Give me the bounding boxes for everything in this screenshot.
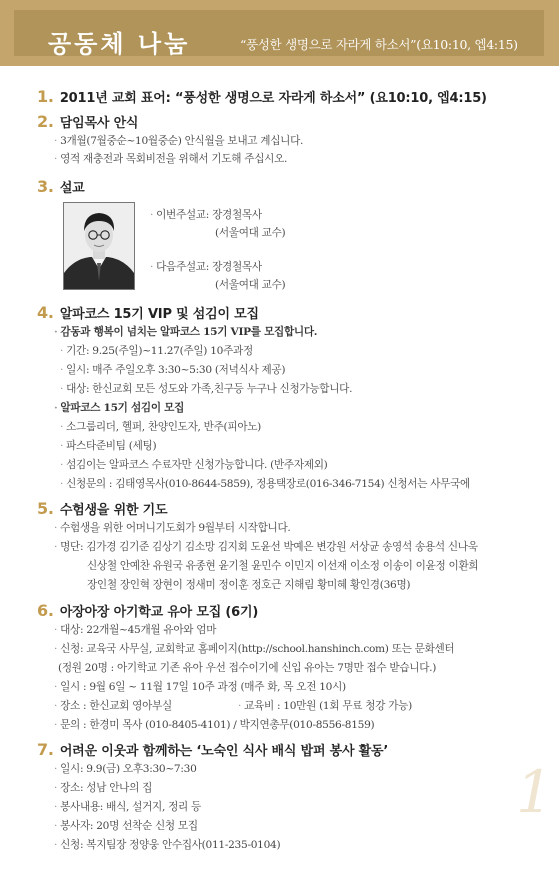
list-item: · 3개월(7월중순~10월중순) 안식월을 보내고 계십니다. — [54, 135, 304, 147]
section-7-heading — [37, 740, 388, 759]
section-title: 아장아장 아기학교 유아 모집 (6기) — [59, 605, 259, 620]
page-title: 공동체 나눔 — [48, 30, 191, 58]
section-title: 설교 — [59, 181, 85, 196]
list-item: · 신청: 복지팀장 정양웅 안수집사(011-235-0104) — [54, 839, 281, 851]
list-item: · 파스타준비팀 (세팅) — [60, 440, 157, 452]
next-week-affiliation: (서울여대 교수) — [215, 279, 286, 291]
section-title: 어려운 이웃과 함께하는 ‘노숙인 식사 배식 밥퍼 봉사 활동’ — [59, 744, 389, 759]
this-week-preacher: · 이번주설교: 장경철목사 — [150, 209, 262, 221]
section-number: 2. — [37, 112, 54, 131]
list-item: · 소그룹리더, 헬퍼, 찬양인도자, 반주(피아노) — [60, 421, 262, 433]
list-item: · 수험생을 위한 어머니기도회가 9월부터 시작합니다. — [54, 522, 291, 534]
section-5-heading — [37, 499, 167, 518]
page-number: 1 — [516, 758, 553, 826]
list-item: · 교육비 : 10만원 (1회 무료 청강 가능) — [238, 700, 412, 712]
section-1-heading — [37, 87, 487, 106]
list-item: · 문의 : 한경미 목사 (010-8405-4101) / 박지연총무(010-8556-8159) — [54, 719, 375, 731]
list-item: · 신청문의 : 김태영목사(010-8644-5859), 정용택장로(016-346-7154) 신청서는 사무국에 — [60, 478, 470, 490]
portrait-image — [64, 203, 134, 289]
list-item: · 알파코스 15기 섬김이 모집 — [54, 402, 185, 414]
section-title: 알파코스 15기 VIP 및 섬김이 모집 — [59, 307, 259, 322]
section-number: 4. — [37, 303, 54, 322]
section-2-heading — [37, 112, 138, 131]
section-title: 담임목사 안식 — [59, 116, 139, 131]
list-item: · 감동과 행복이 넘치는 알파코스 15기 VIP를 모집합니다. — [54, 326, 318, 338]
list-item: · 일시: 매주 주일오후 3:30~5:30 (저녁식사 제공) — [60, 364, 286, 376]
section-number: 1. — [37, 87, 54, 106]
section-title: 수험생을 위한 기도 — [59, 503, 168, 518]
list-item: · 섬김이는 알파코스 수료자만 신청가능합니다. (반주자제외) — [60, 459, 328, 471]
next-week-preacher: · 다음주설교: 장경철목사 — [150, 261, 262, 273]
section-number: 5. — [37, 499, 54, 518]
list-item: · 장소: 성남 안나의 집 — [54, 782, 153, 794]
section-title: 2011년 교회 표어: “풍성한 생명으로 자라게 하소서” (요10:10, 엡4:15) — [59, 91, 487, 106]
this-week-affiliation: (서울여대 교수) — [215, 227, 286, 239]
list-item: · 일시 : 9월 6일 ~ 11월 17일 10주 과정 (매주 화, 목 오전 10시) — [54, 681, 346, 693]
list-item: · 대상: 한신교회 모든 성도와 가족,친구등 누구나 신청가능합니다. — [60, 383, 353, 395]
list-item: · 기간: 9.25(주일)~11.27(주일) 10주과정 — [60, 345, 253, 357]
list-item-continued: (정원 20명 : 아기학교 기존 유아 우선 접수이기에 신입 유아는 7명만 접수 받습니다.) — [58, 662, 437, 674]
list-item: · 영적 재충전과 목회비전을 위해서 기도해 주십시오. — [54, 153, 288, 165]
section-number: 6. — [37, 601, 54, 620]
list-item: · 장소 : 한신교회 영아부실 — [54, 700, 172, 712]
list-item: · 봉사내용: 배식, 설거지, 정리 등 — [54, 801, 201, 813]
section-number: 7. — [37, 740, 54, 759]
section-4-heading — [37, 303, 259, 322]
list-item-continued: 장인철 장인혁 장현이 정새미 정이훈 정호근 지해림 황미혜 황인경(36명) — [87, 579, 411, 591]
page-subtitle: “풍성한 생명으로 자라게 하소서”(요10:10, 엡4:15) — [240, 37, 518, 52]
list-item: · 대상: 22개월~45개월 유아와 엄마 — [54, 624, 217, 636]
section-number: 3. — [37, 177, 54, 196]
section-3-heading — [37, 177, 85, 196]
list-item: · 일시: 9.9(금) 오후3:30~7:30 — [54, 763, 197, 775]
list-item: · 봉사자: 20명 선착순 신청 모집 — [54, 820, 198, 832]
list-item: · 신청: 교육국 사무실, 교회학교 홈페이지(http://school.hanshinch.com) 또는 문화센터 — [54, 643, 455, 655]
list-item-continued: 신상철 안예찬 유원국 유종현 윤기철 윤민수 이민지 이선재 이소정 이송이 이윤정 이환희 — [87, 560, 479, 572]
preacher-photo — [63, 202, 135, 290]
list-item: · 명단: 김가경 김기준 김상기 김소망 김지회 도윤선 박예은 변강원 서상균 송영석 송용석 신나욱 — [54, 541, 478, 553]
section-6-heading — [37, 601, 258, 620]
